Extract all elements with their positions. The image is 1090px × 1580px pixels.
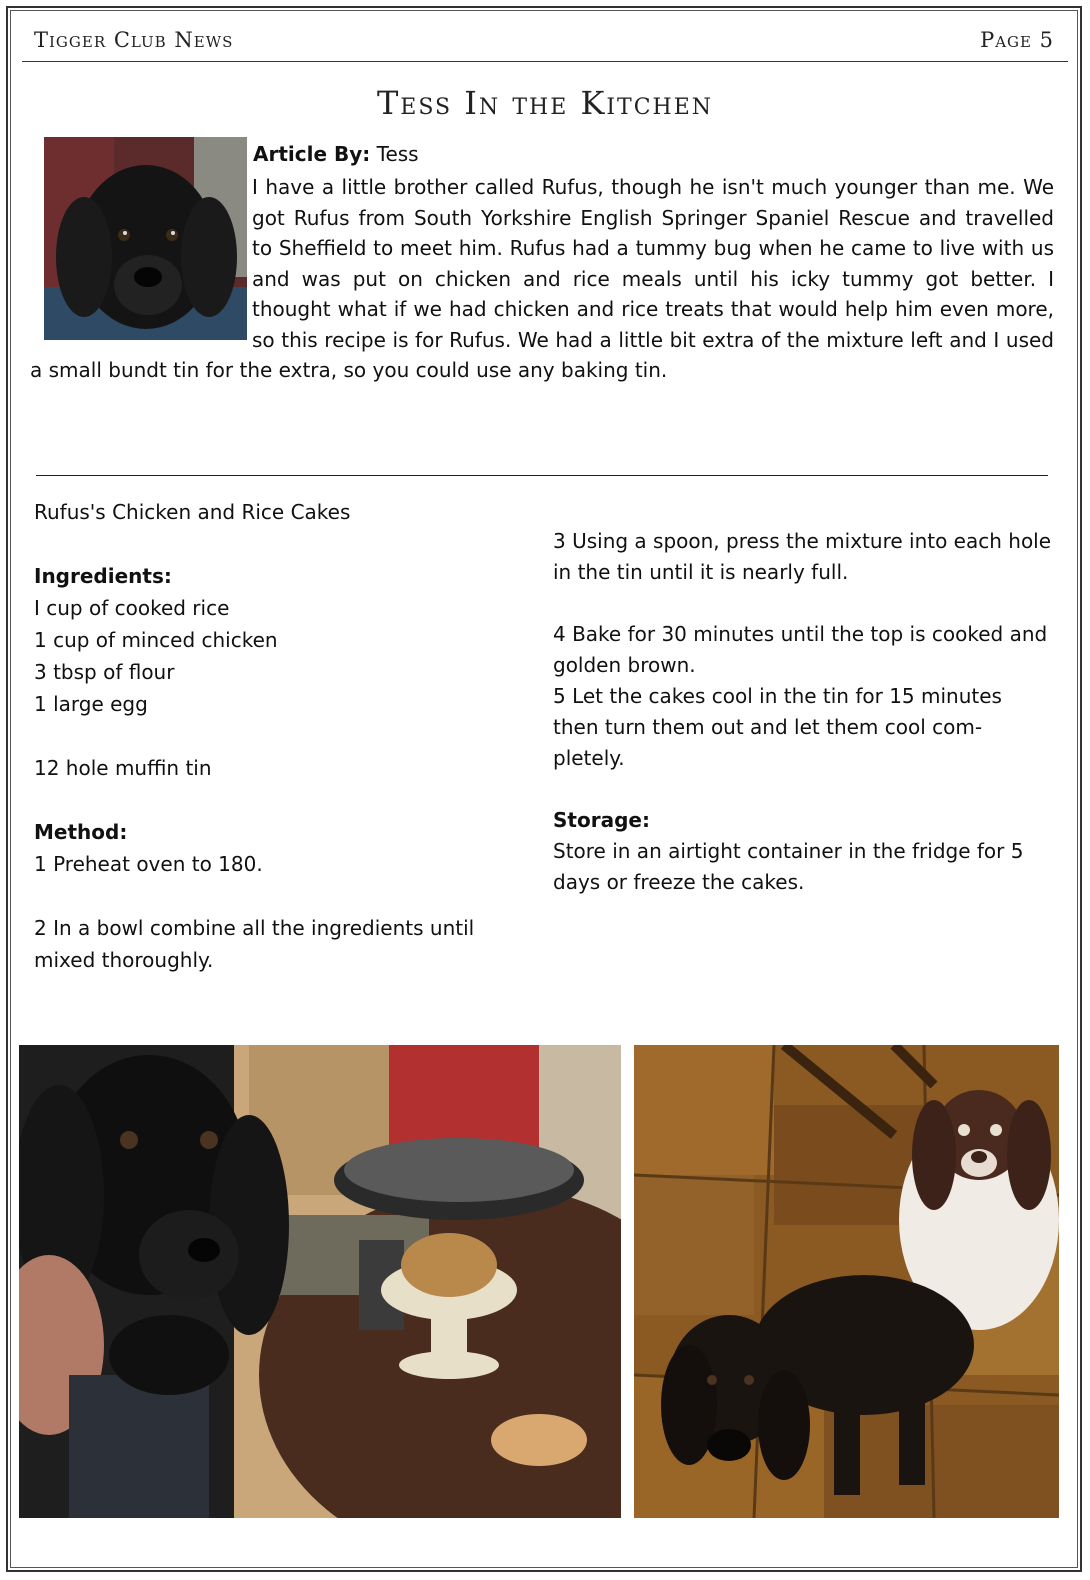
- method-step-2: 2 In a bowl combine all the ingredients until mixed thoroughly.: [34, 916, 475, 972]
- ingredient-item: I cup of cooked rice: [34, 596, 230, 620]
- ingredients-heading: Ingredients:: [34, 564, 172, 588]
- ingredient-item: 1 large egg: [34, 692, 148, 716]
- recipe-column-left: [34, 496, 504, 976]
- method-step-5: 5 Let the cakes cool in the tin for 15 minutes then turn them out and let them cool com-pletely.: [553, 684, 1002, 770]
- ingredient-item: 3 tbsp of flour: [34, 660, 175, 684]
- two-dogs-photo: [634, 1045, 1059, 1518]
- page-header: [22, 26, 1068, 62]
- newsletter-name: Tigger Club News: [34, 28, 234, 52]
- storage-heading: Storage:: [553, 808, 650, 832]
- byline-label: Article By:: [253, 142, 371, 166]
- article-intro: [30, 172, 1054, 386]
- byline-author: Tess: [370, 142, 419, 166]
- dog-with-cake-photo: [19, 1045, 621, 1518]
- storage-text: Store in an airtight container in the fridge for 5 days or freeze the cakes.: [553, 839, 1024, 894]
- equipment: 12 hole muffin tin: [34, 756, 212, 780]
- byline: [253, 142, 419, 166]
- article-title: Tess In the Kitchen: [376, 84, 714, 122]
- photo-wrap-space: [30, 172, 252, 355]
- section-divider: [36, 475, 1048, 476]
- method-heading: Method:: [34, 820, 128, 844]
- ingredient-item: 1 cup of minced chicken: [34, 628, 278, 652]
- recipe-column-right: [553, 526, 1053, 898]
- intro-text: I have a little brother called Rufus, though he isn't much younger than me. We got Rufus from South Yorkshire English Springer Spaniel Rescue and travelled to Sheffield to meet him. Rufus had a tummy bug when he came to live with us and was put on chicken and rice meals until his icky tummy got better. I thought what if we had chicken and rice treats that would help him even more, so this recipe is for Rufus. We had a little bit extra of the mixture left and I used a small bundt tin for the extra, so you could use any baking tin.: [30, 175, 1054, 382]
- method-step-4: 4 Bake for 30 minutes until the top is cooked and golden brown.: [553, 622, 1048, 677]
- method-step-1: 1 Preheat oven to 180.: [34, 852, 263, 876]
- method-step-3: 3 Using a spoon, press the mixture into each hole in the tin until it is nearly full.: [553, 529, 1052, 584]
- page-number: Page 5: [980, 28, 1054, 52]
- recipe-name: Rufus's Chicken and Rice Cakes: [34, 500, 351, 524]
